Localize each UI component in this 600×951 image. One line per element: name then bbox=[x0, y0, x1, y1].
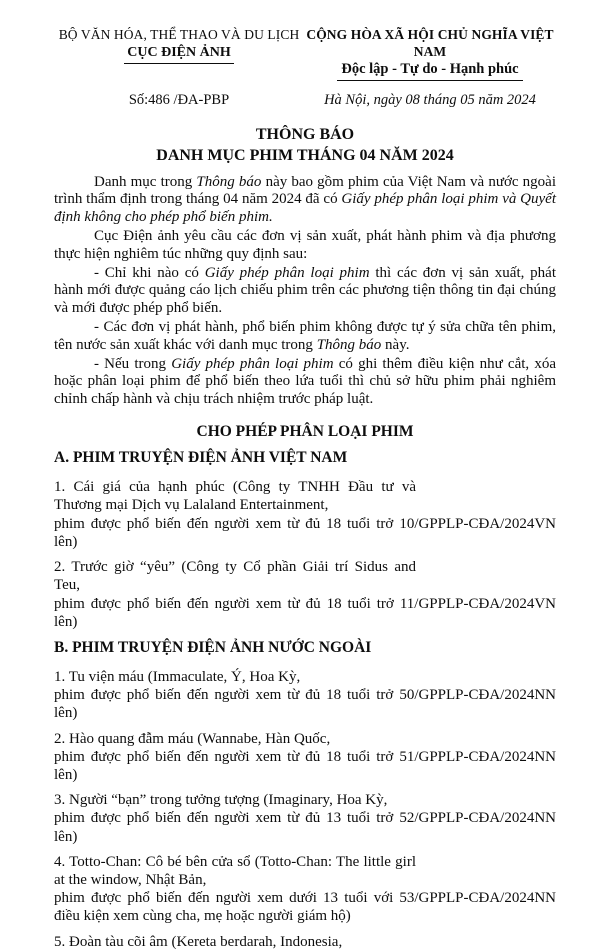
license-number: 11/GPPLP-CĐA/2024VN bbox=[399, 595, 556, 612]
film-classification: phim được phổ biến đến người xem từ đủ 18 tuổi trở lên) bbox=[54, 687, 394, 722]
film-classification: phim được phổ biến đến người xem từ đủ 13 tuổi trở lên) bbox=[54, 810, 394, 845]
film-classification-row bbox=[54, 809, 556, 845]
film-classification-row bbox=[54, 515, 556, 551]
document-meta-row bbox=[54, 92, 556, 109]
film-item bbox=[54, 668, 556, 723]
license-number: 53/GPPLP-CĐA/2024NN bbox=[399, 890, 556, 907]
film-item bbox=[54, 558, 556, 631]
film-title: 5. Đoàn tàu cõi âm (Kereta berdarah, Indonesia, bbox=[54, 933, 343, 950]
license-number: 10/GPPLP-CĐA/2024VN bbox=[399, 515, 556, 532]
license-number: 52/GPPLP-CĐA/2024NN bbox=[399, 810, 556, 827]
paragraph: - Chỉ khi nào có Giấy phép phân loại phim thì các đơn vị sản xuất, phát hành mới được quảng cáo lịch chiếu phim trên các phương tiện thông tin đại chúng và mới được phép phổ biến. bbox=[54, 265, 556, 316]
paragraph: Danh mục trong Thông báo này bao gồm phim của Việt Nam và nước ngoài trình thẩm định trong tháng 04 năm 2024 đã có Giấy phép phân loại phim và Quyết định không cho phép phổ biến phim. bbox=[54, 174, 557, 225]
film-title: 2. Trước giờ “yêu” (Công ty Cổ phần Giải trí Sidus and Teu, bbox=[54, 559, 416, 594]
notice-subtitle: DANH MỤC PHIM THÁNG 04 NĂM 2024 bbox=[156, 147, 454, 164]
film-classification-row bbox=[54, 889, 556, 925]
subsection-heading: B. PHIM TRUYỆN ĐIỆN ẢNH NƯỚC NGOÀI bbox=[54, 638, 372, 656]
film-item bbox=[54, 853, 556, 926]
document-header bbox=[54, 26, 556, 81]
film-classification: phim được phổ biến đến người xem dưới 13 tuổi với điều kiện xem cùng cha, mẹ hoặc người giám hộ) bbox=[54, 890, 394, 925]
national-motto: CỘNG HÒA XÃ HỘI CHỦ NGHĨA VIỆT NAM bbox=[306, 27, 554, 59]
film-sections bbox=[54, 448, 556, 950]
notice-title: THÔNG BÁO bbox=[255, 126, 355, 143]
national-motto-block bbox=[304, 26, 556, 81]
film-title: 1. Tu viện máu (Immaculate, Ý, Hoa Kỳ, bbox=[54, 668, 301, 685]
film-item bbox=[54, 730, 556, 785]
place-date: Hà Nội, ngày 08 tháng 05 năm 2024 bbox=[324, 92, 536, 108]
section-heading: CHO PHÉP PHÂN LOẠI PHIM bbox=[196, 423, 414, 441]
ministry-name: BỘ VĂN HÓA, THỂ THAO VÀ DU LỊCH bbox=[58, 27, 300, 42]
film-classification-row bbox=[54, 686, 556, 722]
document-number: Số:486 /ĐA-PBP bbox=[128, 92, 230, 108]
film-title: 4. Totto-Chan: Cô bé bên cửa sổ (Totto-Chan: The little girl at the window, Nhật Bản, bbox=[54, 853, 416, 888]
film-item bbox=[54, 933, 556, 951]
film-title: 3. Người “bạn” trong tưởng tượng (Imaginary, Hoa Kỳ, bbox=[54, 792, 388, 809]
film-item bbox=[54, 791, 556, 846]
paragraph: - Nếu trong Giấy phép phân loại phim có ghi thêm điều kiện như cắt, xóa hoặc phân loại phim để phổ biến theo lứa tuổi thì chủ sở hữu phim phải nghiêm chỉnh chấp hành và chịu trách nhiệm trước pháp luật. bbox=[54, 356, 556, 407]
film-item bbox=[54, 478, 556, 551]
issuing-agency-block bbox=[54, 26, 304, 64]
subsection-heading: A. PHIM TRUYỆN ĐIỆN ẢNH VIỆT NAM bbox=[54, 449, 348, 467]
film-classification: phim được phổ biến đến người xem từ đủ 18 tuổi trở lên) bbox=[54, 515, 394, 550]
paragraphs bbox=[54, 174, 556, 408]
film-title: 2. Hào quang đẫm máu (Wannabe, Hàn Quốc, bbox=[54, 730, 331, 747]
license-number: 50/GPPLP-CĐA/2024NN bbox=[399, 687, 556, 704]
motto-slogan: Độc lập - Tự do - Hạnh phúc bbox=[337, 60, 522, 81]
paragraph: - Các đơn vị phát hành, phổ biến phim không được tự ý sửa chữa tên phim, tên nước sản xuất khác với danh mục trong Thông báo này. bbox=[54, 319, 556, 353]
notice-title-block bbox=[54, 124, 556, 167]
license-number: 51/GPPLP-CĐA/2024NN bbox=[399, 748, 556, 765]
film-classification-row bbox=[54, 748, 556, 784]
film-classification-row bbox=[54, 595, 556, 631]
film-classification: phim được phổ biến đến người xem từ đủ 18 tuổi trở lên) bbox=[54, 748, 394, 783]
film-classification: phim được phổ biến đến người xem từ đủ 18 tuổi trở lên) bbox=[54, 595, 394, 630]
department-name: CỤC ĐIỆN ẢNH bbox=[124, 44, 233, 64]
paragraph: Cục Điện ảnh yêu cầu các đơn vị sản xuất, phát hành phim và địa phương thực hiện nghiêm túc những quy định sau: bbox=[54, 228, 556, 262]
film-title: 1. Cái giá của hạnh phúc (Công ty TNHH Đầu tư và Thương mại Dịch vụ Lalaland Entertainment, bbox=[54, 479, 416, 514]
